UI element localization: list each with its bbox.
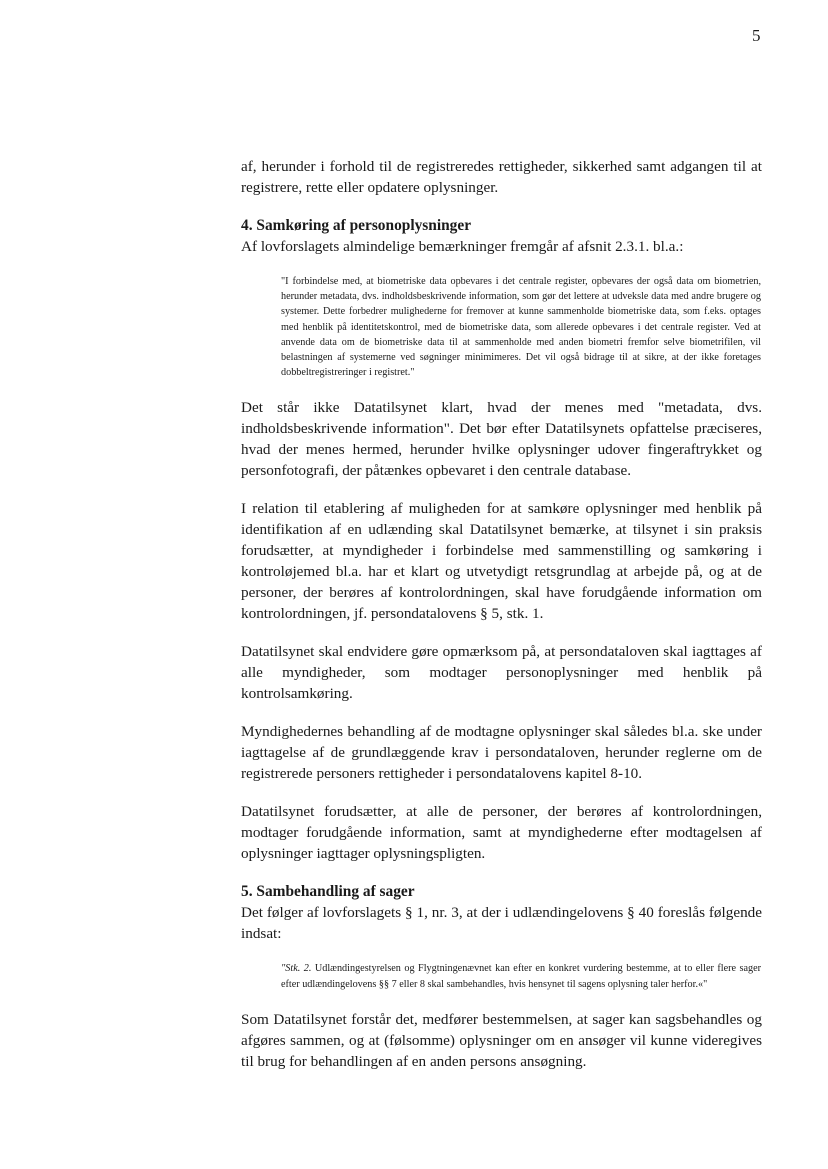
- section-5-quote-lead: "Stk. 2.: [281, 963, 312, 975]
- section-4-paragraph-5: Myndighedernes behandling af de modtagne oplysninger skal således bl.a. ske under iagttagelse af de grundlæggende krav i persondataloven, herunder reglerne om de registrerede personers rettigheder i persondatalovens kapitel 8-10.: [241, 723, 762, 783]
- section-4-paragraph-2: Det står ikke Datatilsynet klart, hvad der menes med "metadata, dvs. indholdsbeskrivende information". Det bør efter Datatilsynets opfattelse præciseres, hvad der menes hermed, herunder hvilke oplysninger udover fingeraftrykket og personfotografi, der påtænkes opbevaret i den centrale database.: [241, 399, 762, 480]
- page-number: 5: [752, 26, 761, 45]
- section-5-paragraph-1: Det følger af lovforslagets § 1, nr. 3, at der i udlændingelovens § 40 foreslås følgende indsat:: [241, 904, 762, 943]
- section-4-paragraph-4: Datatilsynet skal endvidere gøre opmærksom på, at persondataloven skal iagttages af alle myndigheder, som modtager personoplysninger med henblik på kontrolsamkøring.: [241, 643, 762, 703]
- section-5-quote-body: Udlændingestyrelsen og Flygtningenævnet kan efter en konkret vurdering bestemme, at to eller flere sager efter udlændingelovens §§ 7 eller 8 skal sambehandles, hvis hensynet til sagens oplysning taler herfor.«": [281, 963, 761, 990]
- section-5-heading: 5. Sambehandling af sager: [241, 883, 415, 901]
- intro-paragraph: af, herunder i forhold til de registreredes rettigheder, sikkerhed samt adgangen til at registrere, rette eller opdatere oplysninger.: [241, 158, 762, 196]
- section-5-paragraph-2: Som Datatilsynet forstår det, medfører bestemmelsen, at sager kan sagsbehandles og afgøres sammen, og at (følsomme) oplysninger om en ansøger vil kunne videregives til brug for behandlingen af en anden persons ansøgning.: [241, 1010, 762, 1070]
- section-4-paragraph-1: Af lovforslagets almindelige bemærkninger fremgår af afsnit 2.3.1. bl.a.:: [241, 238, 684, 255]
- section-4-quote: "I forbindelse med, at biometriske data opbevares i det centrale register, opbevares der også data om biometrien, herunder metadata, dvs. indholdsbeskrivende information, som gør det lettere at udveksle data med andre brugere og systemer. Dette forbedrer mulighederne for fremover at kunne sammenholde biometriske data, som f.eks. optages med henblik på identitetskontrol, med de biometriske data, som allerede opbevares i det centrale register. Ved at anvende data om de biometriske data til at sammenholde med anden biometri fremfor selve biometrifilen, vil belastningen af systemerne ved søgninger minimimeres. Det vil også bidrage til at sikre, at der ikke foretages dobbeltregistreringer i registret.": [281, 276, 761, 379]
- section-4-paragraph-6: Datatilsynet forudsætter, at alle de personer, der berøres af kontrolordningen, modtager forudgående information, samt at myndighederne efter modtagelsen af oplysninger iagttager oplysningspligten.: [241, 803, 762, 863]
- document-body: [241, 156, 762, 1089]
- section-5-quote: [281, 961, 761, 991]
- section-4-heading: 4. Samkøring af personoplysninger: [241, 217, 472, 234]
- section-4-paragraph-3: I relation til etablering af muligheden for at samkøre oplysninger med henblik på identifikation af en udlænding skal Datatilsynet bemærke, at tilsynet i sin praksis forudsætter, at myndigheder i forbindelse med sammenstilling og samkøring i kontroløjemed bl.a. har et klart og utvetydigt retsgrundlag at arbejde på, og at de personer, der berøres af kontrolordningen, skal have forudgående information om kontrolordningen, jf. persondatalovens § 5, stk. 1.: [241, 500, 762, 623]
